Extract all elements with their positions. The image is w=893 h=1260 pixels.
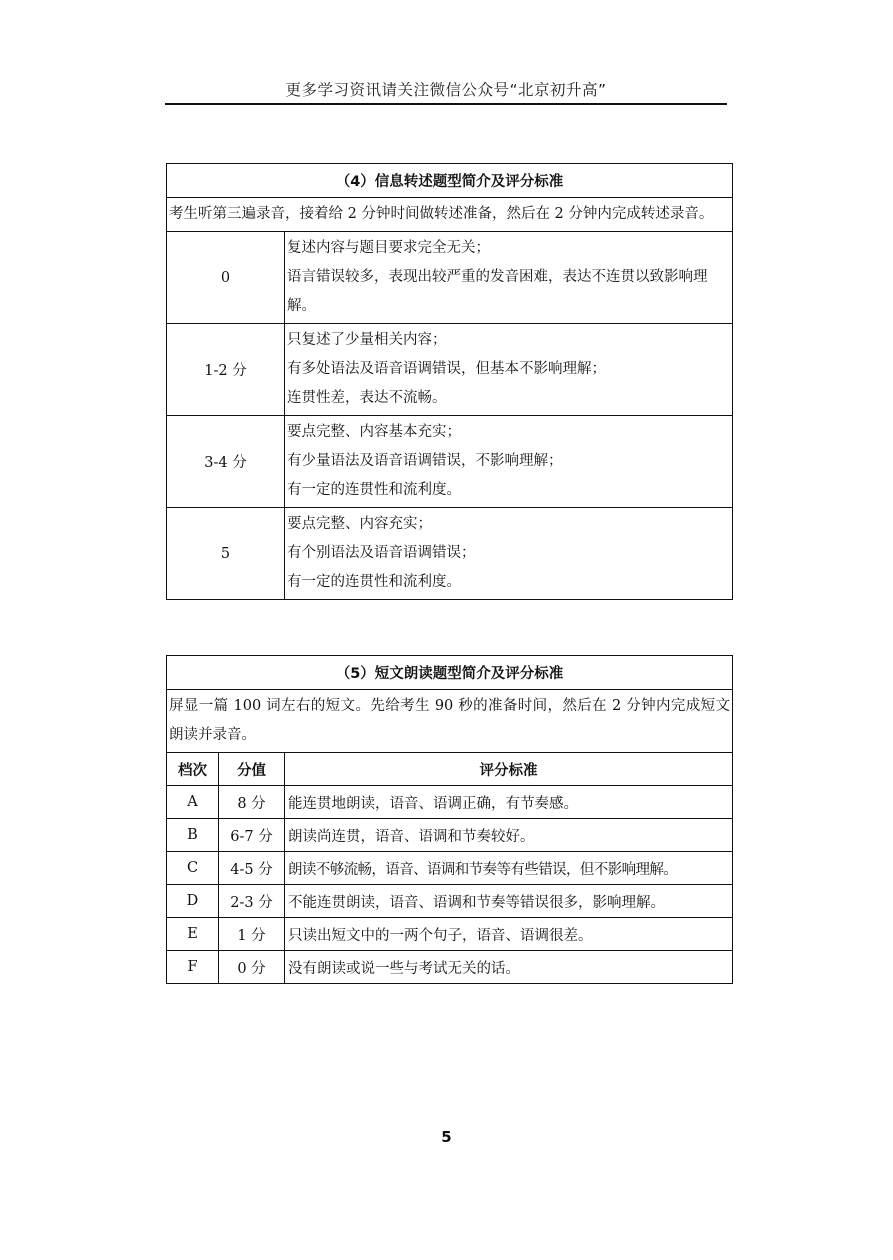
table-row bbox=[167, 918, 733, 951]
header-divider bbox=[165, 103, 727, 105]
score-cell: 5 bbox=[167, 508, 285, 600]
criteria-cell bbox=[285, 232, 733, 324]
table-row bbox=[167, 508, 733, 600]
score-cell: 3-4 分 bbox=[167, 416, 285, 508]
criteria-line: 有一定的连贯性和流利度。 bbox=[287, 574, 461, 590]
table-row bbox=[167, 819, 733, 852]
criteria-line: 复述内容与题目要求完全无关； bbox=[287, 240, 490, 256]
grade-cell: A bbox=[167, 786, 219, 819]
table-row bbox=[167, 232, 733, 324]
criteria-line: 有个别语法及语音语调错误； bbox=[287, 545, 476, 561]
table-row bbox=[167, 416, 733, 508]
score-cell: 6-7 分 bbox=[219, 819, 285, 852]
score-cell: 0 分 bbox=[219, 951, 285, 984]
criteria-line: 语言错误较多，表现出较严重的发音困难，表达不连贯以致影响理解。 bbox=[287, 269, 708, 314]
criteria-line: 要点完整、内容充实； bbox=[287, 516, 432, 532]
criteria-cell: 能连贯地朗读，语音、语调正确，有节奏感。 bbox=[285, 786, 733, 819]
grade-cell: E bbox=[167, 918, 219, 951]
section5-table bbox=[166, 655, 733, 984]
table-row bbox=[167, 951, 733, 984]
criteria-cell bbox=[285, 324, 733, 416]
section4-description: 考生听第三遍录音，接着给 2 分钟时间做转述准备，然后在 2 分钟内完成转述录音。 bbox=[167, 198, 733, 232]
grade-cell: C bbox=[167, 852, 219, 885]
criteria-cell: 不能连贯朗读，语音、语调和节奏等错误很多，影响理解。 bbox=[285, 885, 733, 918]
criteria-line: 连贯性差，表达不流畅。 bbox=[287, 390, 447, 406]
score-cell: 2-3 分 bbox=[219, 885, 285, 918]
table-header-row bbox=[167, 753, 733, 786]
score-cell: 1-2 分 bbox=[167, 324, 285, 416]
page-header: 更多学习资讯请关注微信公众号“北京初升高” bbox=[285, 81, 607, 99]
grade-cell: B bbox=[167, 819, 219, 852]
section4-table bbox=[166, 163, 733, 600]
column-header-grade: 档次 bbox=[167, 753, 219, 786]
grade-cell: D bbox=[167, 885, 219, 918]
section5-description: 屏显一篇 100 词左右的短文。先给考生 90 秒的准备时间，然后在 2 分钟内完成短文朗读并录音。 bbox=[167, 690, 733, 753]
criteria-cell: 朗读不够流畅，语音、语调和节奏等有些错误，但不影响理解。 bbox=[285, 852, 733, 885]
criteria-cell bbox=[285, 508, 733, 600]
criteria-line: 只复述了少量相关内容； bbox=[287, 332, 447, 348]
criteria-cell bbox=[285, 416, 733, 508]
section5-title: （5）短文朗读题型简介及评分标准 bbox=[167, 656, 733, 690]
grade-cell: F bbox=[167, 951, 219, 984]
table-row bbox=[167, 852, 733, 885]
criteria-line: 要点完整、内容基本充实； bbox=[287, 424, 461, 440]
criteria-line: 有少量语法及语音语调错误，不影响理解； bbox=[287, 453, 563, 469]
criteria-line: 有一定的连贯性和流利度。 bbox=[287, 482, 461, 498]
score-cell: 4-5 分 bbox=[219, 852, 285, 885]
section4-title: （4）信息转述题型简介及评分标准 bbox=[167, 164, 733, 198]
table-row bbox=[167, 324, 733, 416]
criteria-cell: 只读出短文中的一两个句子，语音、语调很差。 bbox=[285, 918, 733, 951]
criteria-cell: 朗读尚连贯，语音、语调和节奏较好。 bbox=[285, 819, 733, 852]
table-row bbox=[167, 885, 733, 918]
page-number: 5 bbox=[441, 1128, 452, 1146]
criteria-cell: 没有朗读或说一些与考试无关的话。 bbox=[285, 951, 733, 984]
table-row bbox=[167, 786, 733, 819]
score-cell: 0 bbox=[167, 232, 285, 324]
score-cell: 1 分 bbox=[219, 918, 285, 951]
score-cell: 8 分 bbox=[219, 786, 285, 819]
column-header-criteria: 评分标准 bbox=[285, 753, 733, 786]
column-header-score: 分值 bbox=[219, 753, 285, 786]
criteria-line: 有多处语法及语音语调错误，但基本不影响理解； bbox=[287, 361, 606, 377]
